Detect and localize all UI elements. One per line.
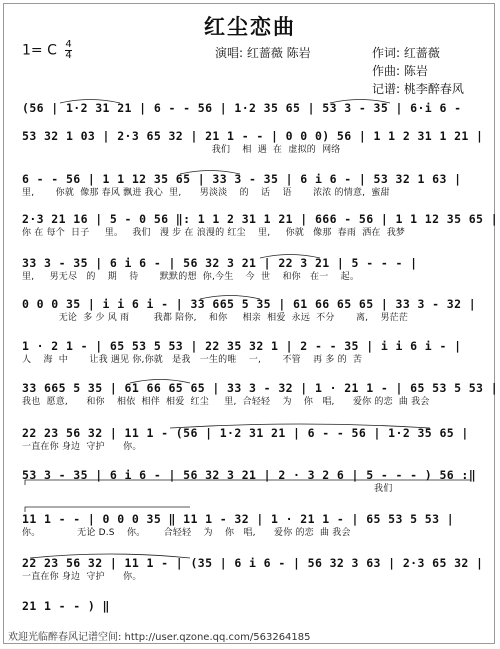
lyric-line: 我们 相 遇 在 虚拟的 网络: [22, 145, 341, 155]
score-system: [22, 255, 480, 284]
score-system: [22, 555, 484, 584]
notation-line: 53 3 - 35 | 6 i 6 - | 56 32 3 21 | 2 · 3 2 6 | 5 - - - ) 56 :‖: [22, 468, 477, 482]
composer-credit: 作曲: 陈岩: [372, 64, 428, 78]
lyric-line: 你。 无论 D.S 你。 合轻轻 为 你 唱, 爱你 的恋 曲 我会: [22, 528, 351, 538]
notation-line: 0 0 0 35 | i i 6 i - | 33 665 5 35 | 61 66 65 65 | 33 3 - 32 |: [22, 297, 477, 311]
score-system: [22, 296, 480, 325]
lyric-line: [22, 614, 480, 627]
score-system: [22, 425, 480, 454]
lyric-line: 里, 男无尽 的 期 待 默默的想 你,今生 今 世 和你 在一 起。: [22, 272, 360, 282]
time-signature: [65, 40, 71, 61]
key-signature: [22, 40, 72, 61]
song-title: 红尘恋曲: [204, 15, 296, 39]
time-denominator: 4: [65, 50, 72, 61]
score-system: [22, 380, 499, 409]
score-system: [22, 511, 480, 540]
notation-line: 22 23 56 32 | 11 1 - | (35 | 6 i 6 - | 56 32 3 63 | 2·3 65 32 |: [22, 556, 484, 570]
score-system: [22, 467, 480, 496]
notation-line: 53 32 1 03 | 2·3 65 32 | 21 1 - - | 0 0 0) 56 | 1 1 2 31 1 21 |: [22, 129, 484, 143]
time-numerator: 4: [65, 39, 72, 50]
singers-credit: 演唱: 红蔷薇 陈岩: [215, 46, 311, 60]
score-system: [22, 171, 480, 200]
score-system: [22, 598, 480, 627]
lyric-line: 我们: [22, 484, 393, 494]
footer-link[interactable]: 欢迎光临醉春风记谱空间: http://user.qzone.qq.com/563264185: [8, 632, 311, 643]
lyric-line: 人 海 中 让我 遇见 你,你就 是我 一生的唯 一, 不管 再 多 的 苦: [22, 355, 363, 365]
score-system: [22, 211, 499, 240]
notation-line: 22 23 56 32 | 11 1 - (56 | 1·2 31 21 | 6 - - 56 | 1·2 35 65 |: [22, 426, 469, 440]
notation-line: 11 1 - - | 0 0 0 35 ‖ 11 1 - 32 | 1 · 21 1 - | 65 53 5 53 |: [22, 512, 455, 526]
score-system: [22, 100, 480, 129]
notation-line: 6 - - 56 | 1 1 12 35 65 | 33 3 - 35 | 6 i 6 - | 53 32 1 63 |: [22, 172, 462, 186]
lyric-line: 无论 多 少 风 雨 我都 陪你, 和你 相亲 相爱 永远 不分 离, 男茫茫: [22, 313, 409, 323]
notation-line: 33 665 5 35 | 61 66 65 65 | 33 3 - 32 | 1 · 21 1 - | 65 53 5 53 |: [22, 381, 499, 395]
key-label: 1= C: [22, 42, 57, 59]
notation-line: (56 | 1·2 31 21 | 6 - - 56 | 1·2 35 65 | 53 3 - 35 | 6·i 6 -: [22, 101, 462, 115]
lyric-line: 一直在你 身边 守护 你。: [22, 442, 142, 452]
lyric-line: 我也 愿意, 和你 相依 相伴 相爱 红尘 里, 合轻轻 为 你 唱, 爱你 的恋 曲 我会: [22, 397, 430, 407]
score-system: [22, 338, 480, 367]
lyricist-credit: 作词: 红蔷薇: [372, 46, 440, 60]
notation-line: 33 3 - 35 | 6 i 6 - | 56 32 3 21 | 22 3 21 | 5 - - - |: [22, 256, 418, 270]
lyric-line: 一直在你 身边 守护 你。: [22, 572, 142, 582]
lyric-line: 里, 你就 像那 春风 飘进 我心 里, 男淡淡 的 话 语 浓浓 的情意, 蜜甜: [22, 188, 390, 198]
transcriber-credit: 记谱: 桃李醉春风: [372, 82, 464, 96]
score-system: [22, 128, 484, 157]
notation-line: 2·3 21 16 | 5 - 0 56 ‖: 1 1 2 31 1 21 | 666 - 56 | 1 1 12 35 65 |: [22, 212, 499, 226]
notation-line: 1 · 2 1 - | 65 53 5 53 | 22 35 32 1 | 2 - - 35 | i i 6 i - |: [22, 339, 462, 353]
notation-line: 21 1 - - ) ‖: [22, 599, 110, 613]
lyric-line: 你 在 每个 日子 里。 我们 漫 步 在 浪漫的 红尘 里, 你就 像那 春雨 洒在 我梦: [22, 228, 406, 238]
